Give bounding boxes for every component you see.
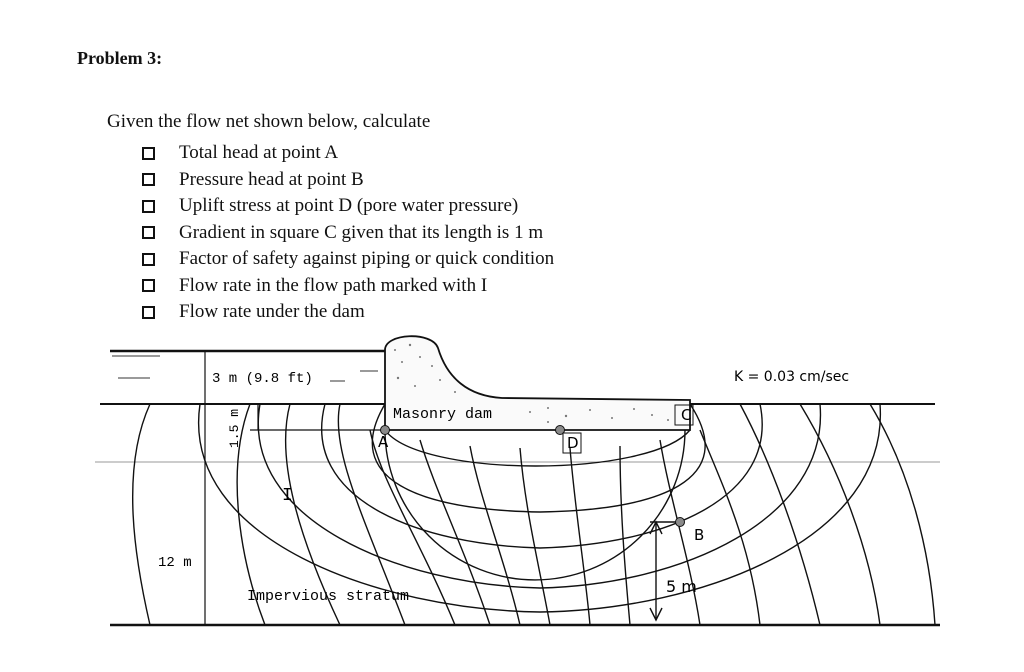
task-label: Gradient in square C given that its length is 1 m <box>179 221 544 243</box>
task-label: Flow rate under the dam <box>179 301 365 322</box>
stratum-label: Impervious stratum <box>247 588 410 605</box>
head-label: 3 m (9.8 ft) <box>212 371 313 387</box>
point-a-label: A <box>378 433 389 451</box>
depth-label: 1.5 m <box>227 408 242 448</box>
task-label: Uplift stress at point D (pore water pressure) <box>179 195 519 216</box>
distance-label: 5 m <box>666 577 697 596</box>
task-label: Total head at point A <box>179 142 339 163</box>
equipotential-lines <box>199 404 881 612</box>
flow-path-label: I <box>282 486 293 506</box>
k-label: K = 0.03 cm/sec <box>734 369 850 385</box>
dam-label: Masonry dam <box>393 406 493 423</box>
point-d-label: D <box>567 434 579 452</box>
task-label: Factor of safety against piping or quick condition <box>179 248 555 269</box>
point-b-label: B <box>694 526 705 544</box>
task-label: Flow rate in the flow path marked with I <box>179 274 488 296</box>
point-c-label: C <box>681 406 692 424</box>
intro-text: Given the flow net shown below, calculate <box>107 111 431 132</box>
task-label: Pressure head at point B <box>179 168 364 190</box>
problem-title: Problem 3: <box>77 48 163 68</box>
point-b-marker <box>676 518 685 527</box>
thickness-label: 12 m <box>158 555 192 571</box>
